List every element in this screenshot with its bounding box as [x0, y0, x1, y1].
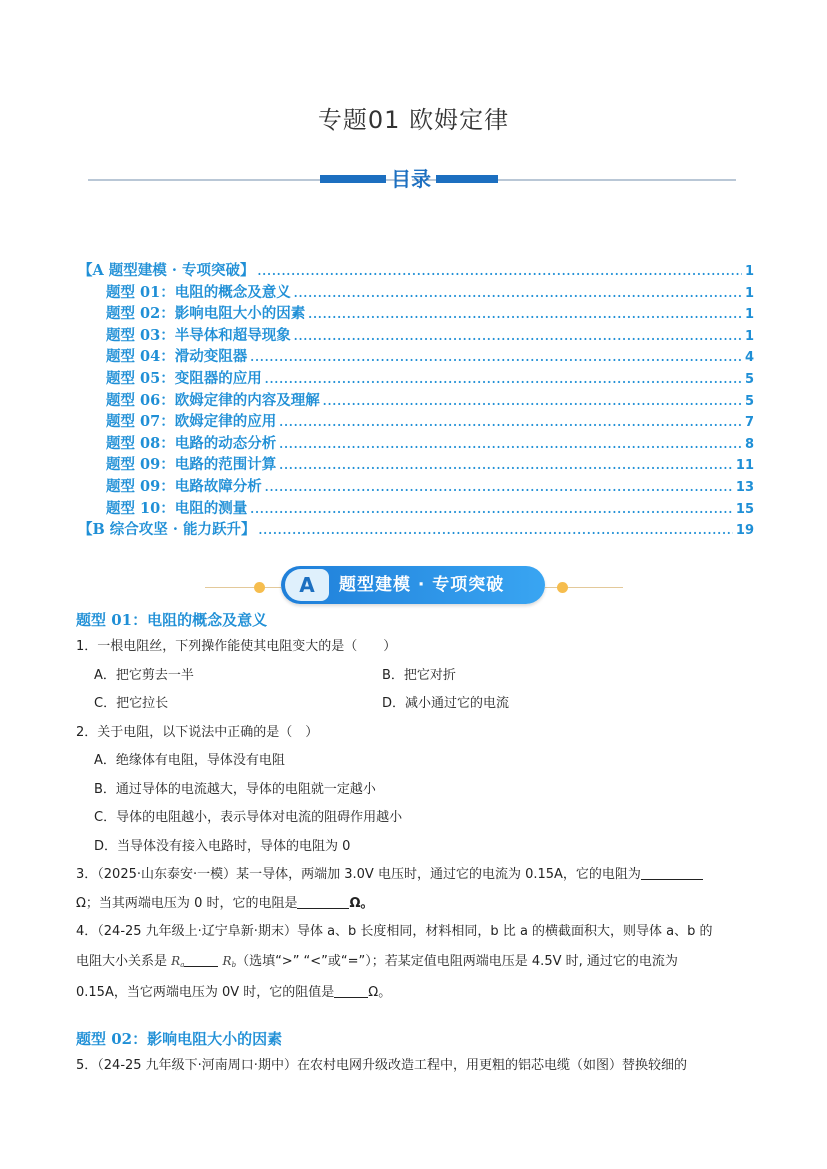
toc-entry-label: 【A 题型建模 · 专项突破】 [78, 262, 255, 279]
toc-entry[interactable] [78, 432, 754, 454]
question-1-stem: 1．一根电阻丝，下列操作能使其电阻变大的是（ ） [76, 639, 397, 654]
toc-entry-page: 1 [744, 264, 754, 279]
section-banner [281, 566, 545, 604]
question-3-text: 3．（2025·山东泰安·一模）某一导体，两端加 3.0V 电压时，通过它的电流为 0.15A，它的电阻为 [76, 867, 641, 882]
toc-entry-page: 8 [744, 436, 754, 452]
answer-blank[interactable] [184, 952, 218, 967]
toc-leader-dots [265, 373, 742, 386]
toc-entry-page: 1 [744, 285, 754, 301]
answer-blank[interactable] [334, 983, 368, 998]
toc-entry-page: 7 [744, 415, 754, 431]
section-badge: A [285, 569, 329, 601]
option-c[interactable]: C．导体的电阻越小，表示导体对电流的阻碍作用越小 [94, 810, 403, 825]
question-3-text: Ω；当其两端电压为 0 时，它的电阻是 [76, 895, 298, 911]
toc-entry-label: 题型 09：电路故障分析 [106, 477, 262, 495]
toc-entry-page: 5 [744, 393, 754, 409]
question-3-text: Ω。 [349, 895, 374, 911]
toc-entry-label: 题型 01：电阻的概念及意义 [106, 283, 291, 301]
answer-blank[interactable] [641, 865, 703, 880]
section-heading: 题型 01：电阻的概念及意义 [76, 611, 268, 629]
toc-entry[interactable] [78, 453, 754, 475]
toc-divider-accent-right [436, 175, 498, 183]
toc-entry-page: 5 [744, 371, 754, 387]
section-banner-text: 题型建模 · 专项突破 [339, 575, 505, 595]
question-4-text: （选填“>” “<”或“=”）；若某定值电阻两端电压是 4.5V 时, 通过它的电流为 [236, 953, 678, 969]
banner-line-left [205, 587, 281, 588]
resistance-symbol: Ra [171, 953, 185, 969]
toc-entry[interactable] [78, 367, 754, 389]
toc-entry[interactable] [78, 475, 754, 497]
toc-leader-dots [250, 503, 733, 516]
toc-entry-label: 题型 07：欧姆定律的应用 [106, 413, 277, 431]
toc-leader-dots [257, 265, 742, 278]
toc-entry-label: 题型 06：欧姆定律的内容及理解 [106, 391, 320, 409]
toc-leader-dots [294, 330, 742, 343]
question-4-text: 电阻大小关系是 [76, 953, 168, 969]
toc-heading: 目录 [391, 167, 431, 191]
resistance-symbol: Rb [222, 953, 237, 969]
toc-leader-dots [308, 308, 742, 321]
toc-entry-label: 【B 综合攻坚 · 能力跃升】 [78, 521, 256, 539]
question-2-stem: 2．关于电阻，以下说法中正确的是（ ） [76, 724, 319, 740]
toc-entry[interactable] [78, 518, 754, 540]
toc-entry-page: 4 [744, 350, 754, 366]
option-d[interactable]: D．当导体没有接入电路时，导体的电阻为 0 [94, 838, 351, 854]
option-c[interactable]: C．把它拉长 [94, 696, 169, 711]
toc-divider-accent-left [320, 175, 386, 183]
section-heading: 题型 02：影响电阻大小的因素 [76, 1029, 283, 1048]
toc-entry-label: 题型 09：电路的范围计算 [106, 456, 277, 474]
option-b[interactable]: B．把它对折 [382, 667, 456, 683]
toc-entry[interactable] [78, 497, 754, 519]
toc-entry-page: 19 [735, 523, 754, 539]
toc-entry[interactable] [78, 389, 754, 411]
question-4-text: 4．（24-25 九年级上·辽宁阜新·期末）导体 a、b 长度相同，材料相同，b 比 a 的横截面积大，则导体 a、b 的 [76, 924, 713, 939]
banner-dot-right [557, 582, 568, 593]
toc-leader-dots [279, 438, 742, 451]
question-3 [76, 861, 756, 918]
toc-entry[interactable] [78, 281, 754, 303]
question-4-text: Ω。 [368, 985, 392, 1000]
toc-entry[interactable] [78, 259, 754, 281]
question-1-options-row [76, 690, 756, 719]
page-title: 专题01 欧姆定律 [317, 106, 510, 134]
toc-entry-label: 题型 08：电路的动态分析 [106, 434, 277, 452]
toc-entry[interactable] [78, 302, 754, 324]
option-a[interactable]: A．绝缘体有电阻，导体没有电阻 [94, 753, 285, 768]
table-of-contents [78, 259, 754, 540]
toc-entry-page: 1 [744, 328, 754, 344]
toc-entry[interactable] [78, 324, 754, 346]
toc-leader-dots [250, 351, 742, 364]
toc-entry[interactable] [78, 345, 754, 367]
toc-entry-label: 题型 02：影响电阻大小的因素 [106, 305, 306, 323]
toc-leader-dots [323, 395, 742, 408]
question-4 [76, 918, 756, 1008]
question-5-text: 5．（24-25 九年级下·河南周口·期中）在农村电网升级改造工程中，用更粗的铝芯电缆（如图）替换较细的 [76, 1057, 687, 1073]
banner-dot-left [254, 582, 265, 593]
toc-leader-dots [258, 524, 732, 537]
toc-entry-label: 题型 04：滑动变阻器 [106, 348, 248, 366]
toc-leader-dots [265, 481, 733, 494]
toc-entry-page: 11 [735, 458, 754, 474]
toc-entry-label: 题型 03：半导体和超导现象 [106, 326, 291, 344]
toc-leader-dots [279, 416, 742, 429]
option-d[interactable]: D．减小通过它的电流 [382, 696, 510, 711]
question-4-text: 0.15A，当它两端电压为 0V 时，它的阻值是 [76, 985, 335, 1000]
toc-entry-page: 13 [735, 479, 754, 495]
option-a[interactable]: A．把它剪去一半 [94, 667, 194, 683]
toc-entry-label: 题型 05：变阻器的应用 [106, 369, 262, 387]
toc-entry-label: 题型 10：电阻的测量 [106, 499, 248, 517]
toc-leader-dots [279, 459, 733, 472]
answer-blank[interactable] [297, 894, 349, 909]
option-b[interactable]: B．通过导体的电流越大，导体的电阻就一定越小 [94, 781, 376, 797]
toc-entry-page: 15 [735, 501, 754, 517]
toc-entry-page: 1 [744, 307, 754, 323]
question-1-options-row [76, 662, 756, 691]
toc-entry[interactable] [78, 410, 754, 432]
question-content [76, 607, 756, 1080]
toc-leader-dots [294, 287, 742, 300]
